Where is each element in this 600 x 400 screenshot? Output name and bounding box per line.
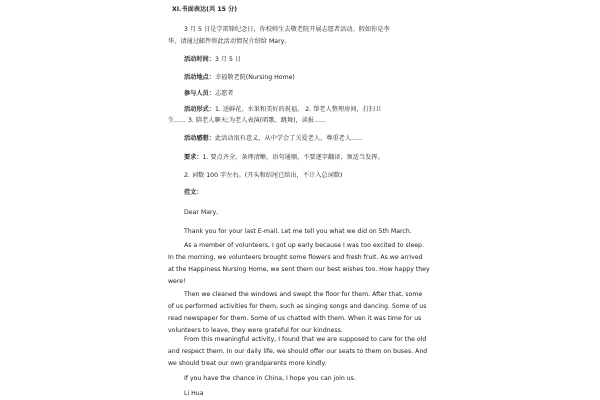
- activity-people-value: 志愿者: [214, 90, 234, 97]
- prompt-line-1: 3 月 5 日是学雷锋纪念日，你校师生去敬老院开展志愿者活动。假如你是李: [184, 26, 390, 33]
- letter-paragraph-5: If you have the chance in China, I hope you can join us.: [184, 375, 356, 382]
- activity-form-line-2: 生...... 3. 陪老人聊天;为老人表演(唱歌、跳舞)，读报......: [168, 117, 326, 124]
- letter-paragraph-4-text: From this meaningful activity, I found that we are supposed to care for the old and respect them. In our daily life, we should offer our seats to them on buses. And we should treat our own grandparents more kindly.: [168, 336, 428, 367]
- activity-time-label: 活动时间：: [184, 56, 215, 63]
- prompt-line-2: 华，请通过邮件将此活动情况介绍给 Mary。: [168, 38, 291, 45]
- activity-time: [184, 56, 241, 64]
- section-heading: XI.书面表达(共 15 分): [172, 6, 238, 13]
- activity-place: [184, 74, 295, 82]
- requirements-label: 要求：: [184, 154, 203, 161]
- letter-paragraph-4: [168, 334, 430, 370]
- letter-paragraph-1: Thank you for your last E-mail. Let me tell you what we did on 5th March.: [184, 228, 412, 235]
- activity-place-value: 幸福敬老院(Nursing Home): [214, 74, 295, 81]
- letter-paragraph-2: [168, 240, 430, 288]
- activity-feeling-value: 此活动很有意义，从中学会了关爱老人，尊重老人......: [214, 135, 363, 142]
- requirements-item-1: 1. 要点齐全，条理清晰，语句通顺，不要逐字翻译，须适当发挥。: [202, 154, 384, 161]
- activity-feeling: [184, 135, 363, 143]
- letter-paragraph-3: [168, 289, 430, 337]
- activity-feeling-label: 活动感想：: [184, 135, 215, 142]
- activity-form-line-1: 1. 送鲜花、水果和美好的祝福。 2. 帮老人整理房间，打扫卫: [214, 106, 382, 113]
- activity-people: [184, 90, 234, 98]
- requirements-item-2: 2. 词数 100 字左右。(开头和结尾已给出，不计入总词数): [184, 172, 343, 179]
- activity-people-label: 参与人员：: [184, 90, 215, 97]
- letter-signature: Li Hua: [184, 390, 204, 397]
- letter-paragraph-2-text: As a member of volunteers, I got up early because I was too excited to sleep. In the morning, we volunteers brought some flowers and fresh fruit. As we arrived at the Happiness Nursing Home, we sent them our best wishes too. How happy they were!: [168, 242, 430, 285]
- letter-paragraph-3-text: Then we cleaned the windows and swept the floor for them. After that, some of us performed activities for them, such as singing songs and dancing. Some of us read newspaper for them. Some of us chatted with them. When it was time for us volunteers to leave, they were grateful for our kindness.: [168, 291, 427, 334]
- activity-place-label: 活动地点：: [184, 74, 215, 81]
- activity-time-value: 3 月 5 日: [214, 56, 242, 63]
- activity-form: [184, 106, 381, 114]
- activity-form-label: 活动形式：: [184, 106, 215, 113]
- letter-greeting: Dear Mary,: [184, 209, 219, 216]
- requirements: [184, 154, 384, 162]
- sample-label: 范文：: [184, 189, 203, 196]
